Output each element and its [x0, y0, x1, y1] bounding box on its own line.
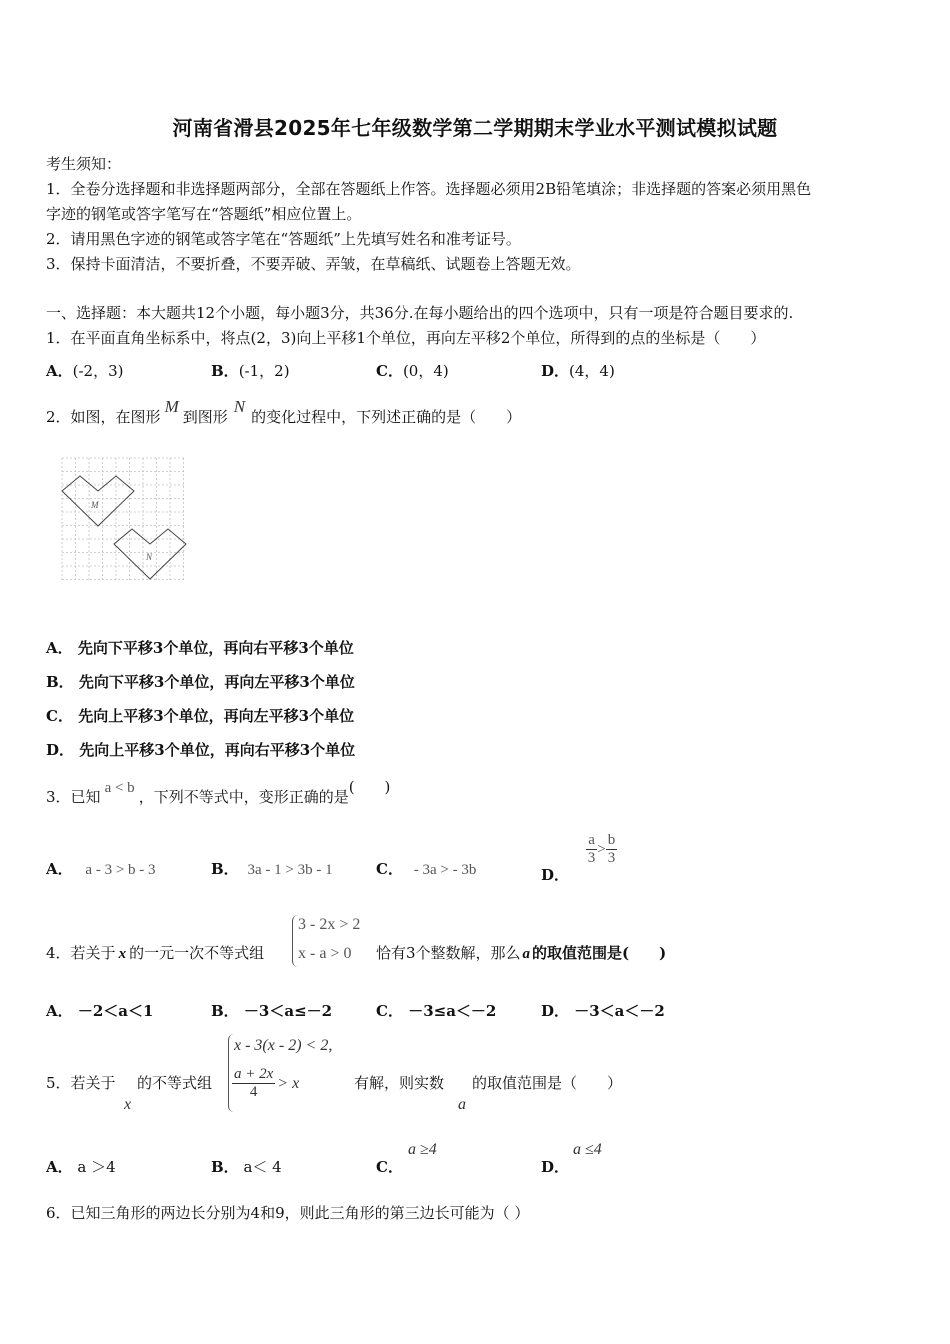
q3-d-den-left: 3: [587, 850, 596, 866]
q1-option-c: [376, 360, 449, 381]
q4-system-line-2: x - a > 0: [298, 945, 352, 962]
q2-option-a-text: 先向下平移3个单位，再向右平移3个单位: [77, 639, 354, 657]
q4-option-a: [46, 1000, 153, 1021]
q1-option-b-label: B．: [211, 362, 239, 380]
q2-option-b-label: B．: [46, 673, 74, 691]
page-title: 河南省滑县2025年七年级数学第二学期期末学业水平测试模拟试题: [172, 116, 778, 140]
q4-option-b-text: －3＜a≤－2: [243, 1002, 333, 1020]
q5-var-x: x: [124, 1096, 132, 1113]
q3-number: 3．: [46, 788, 71, 806]
q3-option-b-text: 3a - 1 > 3b - 1: [247, 862, 333, 878]
q5-stem-pre: [46, 1072, 116, 1093]
q3-answer-paren: ( ): [348, 778, 391, 796]
q4-option-d-text: －3＜a＜－2: [574, 1002, 665, 1020]
q5-stem-pre-text: 若关于: [70, 1074, 116, 1092]
notice-item-1-line-1: 1．全卷分选择题和非选择题两部分，全部在答题纸上作答。选择题必须用2B铅笔填涂；非选择题的答案必须用黑色: [46, 180, 812, 198]
q2-option-c-text: 先向上平移3个单位，再向左平移3个单位: [78, 707, 355, 725]
q3-d-operator: >: [597, 841, 606, 858]
q5-option-c-label: C．: [376, 1158, 403, 1176]
q5-frac-relation: > x: [277, 1075, 300, 1092]
q5-option-d-text: a ≤4: [573, 1141, 602, 1158]
q5-stem-post-1: 有解，则实数: [354, 1074, 445, 1092]
q2-stem-pre: 如图，在图形: [70, 408, 161, 426]
q5-option-c-text: a ≥4: [408, 1141, 437, 1158]
q2-option-b: [46, 671, 355, 692]
q3-d-num-left: a: [586, 832, 598, 850]
q5-option-c: [376, 1156, 403, 1177]
q3-option-d-fraction-right: [606, 832, 618, 867]
q1-option-d: [541, 360, 615, 381]
q5-frac-num: a + 2x: [234, 1066, 274, 1082]
q5-stem-post-2: 的取值范围是（ ）: [472, 1074, 623, 1092]
q5-option-b-text: a＜ 4: [243, 1158, 282, 1176]
q4-stem-post-1: 恰有3个整数解，那么: [376, 944, 521, 962]
q2-option-d-label: D．: [46, 741, 75, 759]
q3-option-a-label: A．: [46, 860, 73, 878]
q3-d-num-right: b: [607, 832, 616, 848]
q1-option-a: [46, 360, 124, 381]
q3-option-a-text: a - 3 > b - 3: [85, 862, 156, 878]
figure-label-n: N: [146, 552, 153, 562]
q4-system-line-1: 3 - 2x > 2: [298, 916, 361, 933]
q5-system-fraction: [232, 1066, 275, 1101]
q2-shape-m: M: [164, 397, 179, 416]
q4-var-a: a: [522, 946, 531, 962]
question-3-stem: [46, 778, 391, 807]
q4-number: 4．: [46, 944, 71, 962]
q5-var-a: a: [458, 1096, 466, 1113]
q5-option-b: [211, 1156, 282, 1177]
q3-d-den-right: 3: [607, 850, 616, 866]
q2-option-d: [46, 739, 355, 760]
question-2-stem: [46, 397, 522, 427]
q5-stem-mid: 的不等式组: [137, 1074, 213, 1092]
q3-option-c-label: C．: [376, 860, 403, 878]
q2-option-a: [46, 637, 354, 658]
q5-option-a-text: a ＞4: [77, 1158, 116, 1176]
q3-option-d-label: D．: [541, 865, 570, 884]
q2-option-a-label: A．: [46, 639, 73, 657]
question-4-stem-pre: [46, 942, 264, 963]
q5-option-b-label: B．: [211, 1158, 239, 1176]
q5-frac-den: 4: [249, 1084, 258, 1100]
q5-option-a: [46, 1156, 116, 1177]
q4-option-c-text: －3≤a＜－2: [408, 1002, 497, 1020]
q2-stem-mid: 到图形: [182, 408, 228, 426]
q3-option-b: [211, 858, 333, 879]
q3-option-c-text: - 3a > - 3b: [413, 862, 477, 878]
q3-option-d: [541, 832, 617, 884]
q2-figure: [60, 456, 188, 584]
q4-option-a-label: A．: [46, 1002, 73, 1020]
q2-number: 2．: [46, 408, 71, 426]
q4-stem-pre: 若关于: [70, 944, 116, 962]
q1-option-c-label: C．: [376, 362, 403, 380]
q1-option-c-text: (0，4): [402, 362, 449, 380]
q1-option-a-label: A．: [46, 362, 73, 380]
q3-option-b-label: B．: [211, 860, 239, 878]
question-1-stem: 1．在平面直角坐标系中，将点(2，3)向上平移1个单位，再向左平移2个单位，所得到的点的坐标是（ ）: [46, 329, 766, 347]
notice-heading: 考生须知：: [46, 155, 122, 173]
q2-option-c: [46, 705, 354, 726]
q1-option-a-text: (-2，3): [72, 362, 124, 380]
figure-label-m: M: [91, 500, 99, 510]
q4-stem-post-2: 的取值范围是( ): [532, 944, 667, 962]
q4-option-c-label: C．: [376, 1002, 403, 1020]
q5-option-a-label: A．: [46, 1158, 73, 1176]
q1-option-d-text: (4，4): [569, 362, 615, 380]
q1-option-b-text: (-1，2): [238, 362, 290, 380]
notice-item-3: 3．保持卡面清洁，不要折叠，不要弄破、弄皱，在草稿纸、试题卷上答题无效。: [46, 255, 581, 273]
q1-option-b: [211, 360, 290, 381]
q4-option-c: [376, 1000, 496, 1021]
q1-option-d-label: D．: [541, 362, 570, 380]
q5-option-d: [541, 1156, 569, 1177]
q2-option-d-text: 先向上平移3个单位，再向右平移3个单位: [79, 741, 356, 759]
q4-option-a-text: －2＜a＜1: [77, 1002, 154, 1020]
q5-system-line-1: x - 3(x - 2) < 2,: [234, 1037, 333, 1054]
question-6-stem: 6．已知三角形的两边长分别为4和9，则此三角形的第三边长可能为（ ）: [46, 1204, 530, 1222]
q3-option-d-fraction-left: [586, 832, 598, 867]
q5-option-d-label: D．: [541, 1158, 570, 1176]
q3-stem-post: ，下列不等式中，变形正确的是: [138, 788, 349, 806]
q3-condition: a < b: [104, 780, 135, 796]
q3-stem-pre: 已知: [70, 788, 101, 806]
q4-option-b: [211, 1000, 332, 1021]
q2-option-c-label: C．: [46, 707, 73, 725]
q4-option-b-label: B．: [211, 1002, 239, 1020]
notice-item-1-line-2: 字迹的钢笔或答字笔写在“答题纸”相应位置上。: [46, 205, 362, 223]
section-heading: 一、选择题：本大题共12个小题，每小题3分，共36分.在每小题给出的四个选项中，只有一项是符合题目要求的.: [46, 304, 794, 322]
q4-stem-mid: 的一元一次不等式组: [129, 944, 265, 962]
q4-option-d-label: D．: [541, 1002, 570, 1020]
q2-shape-n: N: [233, 397, 246, 416]
q5-system-line-2: [232, 1066, 299, 1101]
q3-option-c: [376, 858, 476, 879]
q2-stem-post: 的变化过程中，下列述正确的是（ ）: [251, 408, 522, 426]
question-4-stem-post: [376, 942, 666, 963]
q3-option-a: [46, 858, 156, 879]
q4-var-x: x: [118, 946, 127, 962]
q5-number: 5．: [46, 1074, 71, 1092]
q2-option-b-text: 先向下平移3个单位，再向左平移3个单位: [78, 673, 355, 691]
q4-option-d: [541, 1000, 665, 1021]
notice-item-2: 2．请用黑色字迹的钢笔或答字笔在“答题纸”上先填写姓名和准考证号。: [46, 230, 521, 248]
